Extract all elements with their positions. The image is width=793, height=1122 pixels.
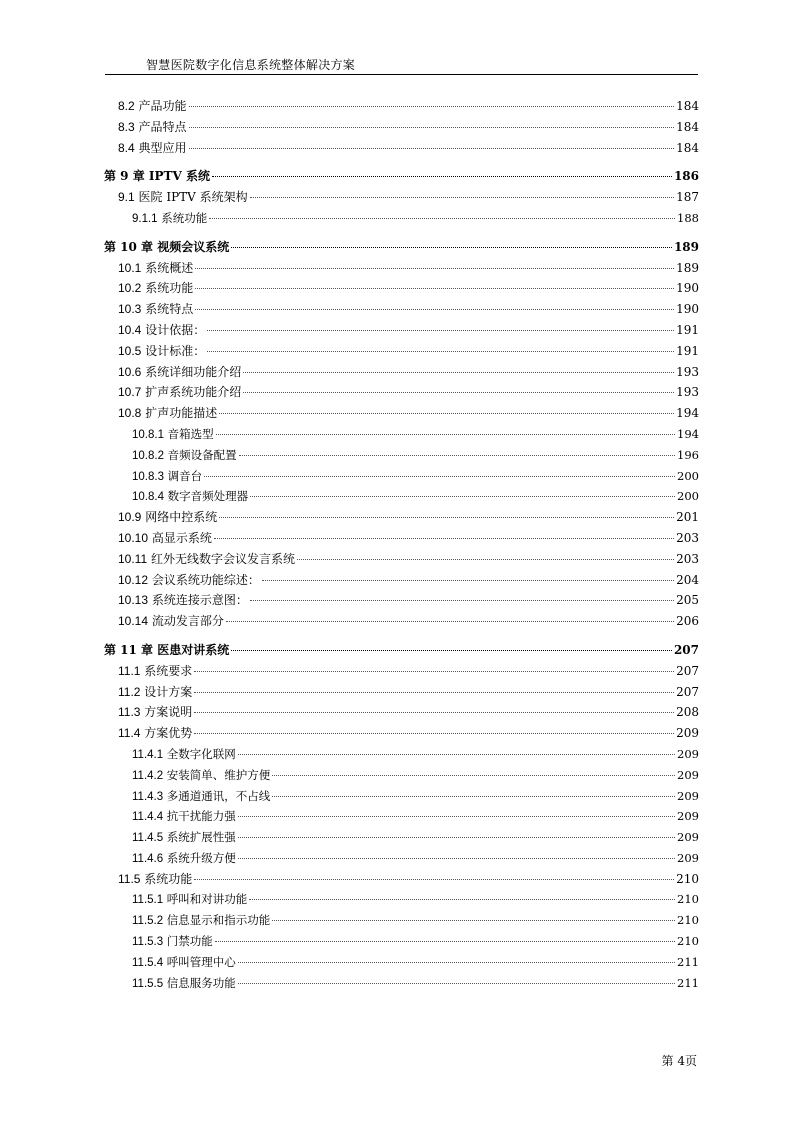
toc-entry-title: 数字音频处理器: [167, 489, 249, 504]
toc-entry-title: 扩声系统功能介绍: [145, 385, 242, 400]
toc-entry-number: 10.9: [118, 510, 142, 525]
toc-entry-label: [118, 611, 224, 632]
toc-entry-number: 10.14: [118, 614, 149, 629]
toc-entry[interactable]: [104, 424, 699, 445]
toc-entry[interactable]: [104, 187, 699, 208]
toc-entry-number: 11.4.6: [132, 852, 164, 865]
toc-entry[interactable]: [104, 403, 699, 424]
toc-entry[interactable]: [104, 611, 699, 632]
dot-leader: [238, 983, 675, 984]
toc-entry-title: 系统特点: [145, 302, 194, 317]
toc-entry-title: 设计方案: [144, 684, 193, 699]
toc-entry-label: [118, 723, 192, 744]
toc-entry-page: 207: [676, 663, 699, 678]
toc-entry-page: 191: [676, 343, 699, 358]
dot-leader: [194, 733, 674, 734]
toc-entry-number: 11.5: [118, 871, 141, 886]
toc-entry[interactable]: [104, 570, 699, 591]
toc-entry-title: 音箱选型: [167, 426, 214, 441]
toc-entry-title: 方案优势: [144, 726, 193, 741]
toc-entry-title: 产品特点: [138, 119, 187, 134]
toc-entry[interactable]: [104, 682, 699, 703]
toc-entry-label: [132, 786, 270, 808]
dot-leader: [194, 692, 674, 693]
toc-entry-title: 设计依据：: [145, 322, 206, 337]
toc-entry-number: 10.8: [118, 406, 142, 421]
toc-entry-label: [118, 258, 193, 279]
toc-entry-number: 11.4.5: [132, 832, 164, 845]
toc-entry-title: 第 9 章 IPTV 系统: [104, 169, 210, 184]
toc-entry-title: 系统功能: [145, 281, 194, 296]
toc-entry-label: [104, 640, 229, 661]
dot-leader: [238, 837, 675, 838]
dot-leader: [231, 650, 672, 651]
toc-entry[interactable]: [104, 341, 699, 362]
toc-entry[interactable]: [104, 466, 699, 487]
toc-entry-page: 189: [673, 239, 699, 254]
dot-leader: [219, 413, 674, 414]
toc-entry-number: 11.1: [118, 663, 141, 678]
toc-entry-label: [118, 682, 192, 703]
toc-entry-title: 音频设备配置: [167, 447, 237, 462]
dot-leader: [238, 754, 675, 755]
toc-entry-title: 设计标准：: [145, 343, 206, 358]
dot-leader: [195, 268, 674, 269]
toc-entry-page: 209: [676, 726, 699, 741]
toc-entry-number: 10.5: [118, 343, 142, 358]
toc-entry-page: 207: [676, 684, 699, 699]
toc-entry-page: 209: [677, 746, 699, 761]
toc-entry-title: 信息显示和指示功能: [166, 913, 271, 928]
dot-leader: [189, 127, 675, 128]
toc-entry-number: 11.4.1: [132, 748, 164, 761]
toc-entry[interactable]: [104, 96, 699, 117]
toc-entry[interactable]: [104, 889, 699, 910]
toc-entry-title: 系统升级方便: [166, 850, 236, 865]
toc-entry-title: 典型应用: [138, 140, 187, 155]
toc-entry-number: 11.5.2: [132, 915, 164, 928]
toc-entry-label: [118, 278, 193, 299]
toc-entry-title: 流动发言部分: [151, 614, 224, 629]
toc-entry-page: 209: [677, 809, 699, 824]
dot-leader: [195, 288, 674, 289]
dot-leader: [212, 176, 672, 177]
dot-leader: [238, 816, 675, 817]
toc-entry-number: 11.4: [118, 726, 141, 741]
toc-entry[interactable]: [104, 299, 699, 320]
toc-entry-title: 系统概述: [145, 260, 194, 275]
toc-entry-label: [132, 931, 213, 953]
dot-leader: [226, 621, 674, 622]
toc-entry[interactable]: [104, 848, 699, 869]
toc-entry-label: [104, 166, 210, 187]
toc-entry[interactable]: [104, 910, 699, 931]
toc-entry-number: 10.4: [118, 322, 142, 337]
toc-entry-number: 10.11: [118, 551, 148, 566]
toc-entry-number: 10.8.3: [132, 470, 164, 483]
dot-leader: [194, 712, 674, 713]
toc-entry-title: 系统功能: [161, 210, 208, 225]
toc-entry-number: 9.1: [118, 190, 135, 205]
toc-entry-number: 10.8.2: [132, 449, 164, 462]
dot-leader: [215, 941, 675, 942]
toc-entry-number: 11.4.2: [132, 769, 164, 782]
toc-entry-page: 193: [676, 385, 699, 400]
toc-entry-title: 红外无线数字会议发言系统: [150, 551, 295, 566]
toc-entry-number: 11.4.4: [132, 811, 164, 824]
dot-leader: [216, 434, 675, 435]
toc-entry[interactable]: [104, 806, 699, 827]
toc-entry[interactable]: [104, 973, 699, 994]
toc-chapter-entry[interactable]: [104, 166, 699, 187]
toc-entry-page: 196: [677, 447, 699, 462]
toc-entry-page: 187: [676, 190, 699, 205]
toc-entry-number: 10.13: [118, 593, 149, 608]
page-header: [0, 52, 793, 76]
toc-entry-number: 11.3: [118, 705, 141, 720]
toc-entry[interactable]: [104, 208, 699, 229]
toc-entry-label: [132, 973, 236, 995]
toc-entry-page: 207: [673, 642, 699, 657]
dot-leader: [262, 580, 674, 581]
toc-entry-label: [132, 208, 207, 230]
toc-entry-page: 189: [676, 260, 699, 275]
toc-entry[interactable]: [104, 786, 699, 807]
toc-entry-number: 10.8.4: [132, 491, 164, 504]
toc-entry-title: 系统功能: [144, 871, 193, 886]
dot-leader: [250, 496, 675, 497]
page-number: 第 4页: [661, 1054, 697, 1068]
toc-entry-label: [118, 299, 193, 320]
toc-entry-page: 194: [677, 426, 699, 441]
toc-entry-page: 206: [676, 614, 699, 629]
dot-leader: [243, 372, 674, 373]
toc-chapter-entry[interactable]: [104, 640, 699, 661]
toc-entry-label: [118, 528, 212, 549]
dot-leader: [250, 197, 674, 198]
dot-leader: [239, 455, 675, 456]
toc-entry-title: 系统连接示意图：: [151, 593, 248, 608]
toc-entry[interactable]: [104, 549, 699, 570]
dot-leader: [189, 106, 675, 107]
toc-entry-label: [132, 486, 248, 508]
dot-leader: [231, 247, 672, 248]
chapter-gap: [104, 632, 699, 640]
toc-entry[interactable]: [104, 320, 699, 341]
toc-entry-title: 网络中控系统: [145, 510, 218, 525]
dot-leader: [297, 559, 674, 560]
toc-entry-label: [118, 702, 192, 723]
toc-entry-page: 209: [677, 767, 699, 782]
toc-entry-label: [118, 320, 205, 341]
toc-entry[interactable]: [104, 445, 699, 466]
toc-entry-page: 210: [677, 934, 699, 949]
toc-entry-label: [118, 869, 192, 890]
toc-entry-title: 系统要求: [144, 663, 193, 678]
toc-entry-label: [118, 590, 248, 611]
toc-entry[interactable]: [104, 765, 699, 786]
toc-entry-number: 10.7: [118, 385, 142, 400]
toc-entry-page: 186: [673, 169, 699, 184]
dot-leader: [207, 351, 674, 352]
toc-entry-number: 11.4.3: [132, 790, 164, 803]
toc-entry-number: 11.5.4: [132, 956, 164, 969]
chapter-gap: [104, 229, 699, 237]
toc-entry-page: 203: [676, 530, 699, 545]
dot-leader: [214, 538, 674, 539]
toc-entry-label: [132, 466, 202, 488]
chapter-gap: [104, 158, 699, 166]
toc-entry-label: [118, 661, 192, 682]
toc-entry-number: 10.1: [118, 260, 142, 275]
toc-entry[interactable]: [104, 138, 699, 159]
toc-entry-label: [132, 744, 236, 766]
toc-entry-page: 188: [677, 210, 699, 225]
toc-entry-label: [132, 806, 236, 828]
toc-entry-label: [118, 549, 295, 570]
toc-entry-page: 205: [676, 593, 699, 608]
toc-entry[interactable]: [104, 827, 699, 848]
toc-entry-label: [132, 910, 270, 932]
dot-leader: [194, 879, 674, 880]
toc-entry-label: [118, 138, 187, 159]
dot-leader: [194, 671, 674, 672]
toc-entry-label: [118, 382, 241, 403]
toc-entry-title: 医院 IPTV 系统架构: [138, 190, 248, 205]
toc-entry-number: 10.2: [118, 281, 142, 296]
toc-entry-label: [132, 827, 236, 849]
dot-leader: [204, 476, 675, 477]
toc-entry-page: 208: [676, 705, 699, 720]
toc-entry-label: [118, 403, 217, 424]
toc-entry-page: 190: [676, 302, 699, 317]
toc-entry-page: 209: [677, 850, 699, 865]
toc-entry-title: 方案说明: [144, 705, 193, 720]
toc-entry-number: 8.4: [118, 140, 135, 155]
toc-entry-number: 11.2: [118, 684, 141, 699]
toc-entry[interactable]: [104, 382, 699, 403]
toc-entry-title: 全数字化联网: [166, 746, 236, 761]
dot-leader: [195, 309, 674, 310]
dot-leader: [243, 392, 674, 393]
toc-entry-label: [118, 117, 187, 138]
toc-entry-label: [118, 341, 205, 362]
toc-entry-number: 11.5.3: [132, 936, 164, 949]
toc-entry[interactable]: [104, 931, 699, 952]
toc-entry-number: 10.3: [118, 302, 142, 317]
toc-entry-page: 193: [676, 364, 699, 379]
toc-entry-title: 呼叫管理中心: [166, 954, 236, 969]
toc-entry-label: [132, 889, 247, 911]
toc-entry-label: [132, 952, 236, 974]
toc-entry[interactable]: [104, 590, 699, 611]
toc-entry-title: 呼叫和对讲功能: [166, 892, 248, 907]
toc-entry-label: [132, 445, 237, 467]
toc-entry-number: 8.2: [118, 99, 135, 113]
dot-leader: [238, 858, 675, 859]
toc-entry[interactable]: [104, 952, 699, 973]
dot-leader: [249, 899, 675, 900]
toc-entry-page: 190: [676, 281, 699, 296]
dot-leader: [189, 148, 675, 149]
toc-entry[interactable]: [104, 278, 699, 299]
toc-chapter-entry[interactable]: [104, 237, 699, 258]
toc-entry[interactable]: [104, 661, 699, 682]
toc-entry-label: [132, 848, 236, 870]
toc-entry-title: 产品功能: [138, 99, 187, 113]
toc-entry-number: 10.6: [118, 364, 142, 379]
header-rule: [105, 74, 698, 75]
dot-leader: [272, 775, 675, 776]
toc-entry-title: 系统详细功能介绍: [145, 364, 242, 379]
toc-entry-label: [118, 96, 187, 117]
toc-entry-title: 抗干扰能力强: [166, 809, 236, 824]
toc-entry-title: 安装简单、维护方便: [166, 767, 271, 782]
table-of-contents: [104, 96, 699, 993]
toc-entry-page: 209: [677, 830, 699, 845]
toc-entry[interactable]: [104, 507, 699, 528]
toc-entry-page: 211: [677, 954, 699, 969]
toc-entry-page: 211: [677, 975, 699, 990]
toc-entry-title: 系统扩展性强: [166, 830, 236, 845]
toc-entry-number: 11.5.1: [132, 894, 164, 907]
toc-entry-label: [118, 187, 248, 208]
dot-leader: [219, 517, 674, 518]
toc-entry-number: 9.1.1: [132, 212, 158, 225]
toc-entry-title: 信息服务功能: [166, 975, 236, 990]
toc-entry[interactable]: [104, 258, 699, 279]
dot-leader: [209, 218, 675, 219]
dot-leader: [250, 600, 674, 601]
toc-entry-page: 200: [677, 468, 699, 483]
toc-entry-page: 200: [677, 489, 699, 504]
toc-entry-label: [132, 765, 270, 787]
toc-entry[interactable]: [104, 362, 699, 383]
toc-entry-page: 201: [676, 510, 699, 525]
toc-entry[interactable]: [104, 528, 699, 549]
toc-entry-page: 209: [677, 788, 699, 803]
toc-entry-page: 210: [677, 892, 699, 907]
toc-entry-label: [132, 424, 214, 446]
toc-entry-number: 10.8.1: [132, 428, 164, 441]
toc-entry-page: 194: [676, 406, 699, 421]
toc-entry[interactable]: [104, 702, 699, 723]
toc-entry[interactable]: [104, 869, 699, 890]
toc-entry-label: [118, 362, 241, 383]
toc-entry-page: 184: [676, 140, 699, 155]
toc-entry-page: 210: [676, 871, 699, 886]
toc-entry-label: [118, 507, 217, 528]
toc-entry-page: 203: [676, 551, 699, 566]
dot-leader: [272, 920, 675, 921]
toc-entry-page: 191: [676, 322, 699, 337]
toc-entry-page: 184: [676, 119, 699, 134]
toc-entry-title: 第 10 章 视频会议系统: [104, 239, 230, 254]
toc-entry-label: [104, 237, 229, 258]
toc-entry-title: 门禁功能: [166, 934, 213, 949]
toc-entry-page: 204: [676, 572, 699, 587]
toc-entry-page: 184: [676, 99, 699, 113]
toc-entry[interactable]: [104, 723, 699, 744]
toc-entry-number: 8.3: [118, 119, 135, 134]
toc-entry-title: 多通道通讯，不占线: [166, 788, 271, 803]
dot-leader: [207, 330, 674, 331]
toc-entry-number: 10.10: [118, 530, 149, 545]
document-title: 智慧医院数字化信息系统整体解决方案: [146, 58, 356, 72]
dot-leader: [238, 962, 675, 963]
toc-entry-number: 11.5.5: [132, 977, 164, 990]
toc-entry-label: [118, 570, 260, 591]
toc-entry-title: 高显示系统: [151, 530, 212, 545]
toc-entry-title: 扩声功能描述: [145, 406, 218, 421]
toc-entry-title: 会议系统功能综述：: [151, 572, 260, 587]
toc-entry[interactable]: [104, 744, 699, 765]
dot-leader: [272, 796, 675, 797]
toc-entry[interactable]: [104, 117, 699, 138]
toc-entry-number: 10.12: [118, 572, 149, 587]
toc-entry[interactable]: [104, 486, 699, 507]
toc-entry-title: 第 11 章 医患对讲系统: [104, 642, 230, 657]
toc-entry-page: 210: [677, 913, 699, 928]
toc-entry-title: 调音台: [167, 468, 203, 483]
